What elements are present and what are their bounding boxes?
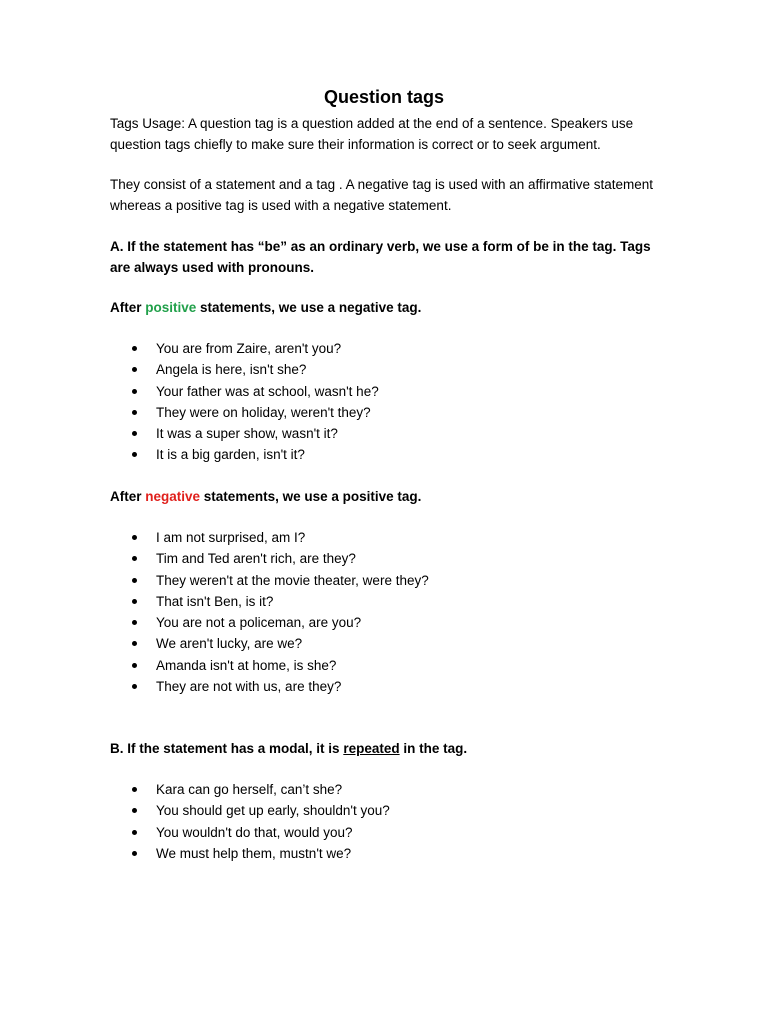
bullet-icon (132, 599, 137, 604)
list-item-text: That isn't Ben, is it? (156, 593, 274, 609)
list-item-text: Kara can go herself, can’t she? (156, 782, 343, 797)
list-item (110, 527, 429, 548)
list-item (110, 612, 429, 633)
bullet-icon (132, 620, 137, 625)
negative-examples-list (110, 527, 429, 697)
list-item-text: I am not surprised, am I? (156, 530, 306, 545)
modal-examples-list (110, 779, 390, 864)
positive-post: statements, we use a negative tag. (196, 300, 422, 315)
list-item (110, 779, 390, 800)
bullet-icon (132, 684, 137, 689)
list-item (110, 633, 429, 654)
section-a-heading: A. If the statement has “be” as an ordinary verb, we use a form of be in the tag. Tags are always used with pronouns. (110, 239, 651, 275)
negative-word: negative (145, 489, 201, 504)
list-item-text: Your father was at school, wasn't he? (156, 383, 379, 399)
list-item-text: Amanda isn't at home, is she? (156, 657, 337, 673)
list-item (110, 843, 390, 864)
negative-subheading (110, 486, 660, 507)
bullet-icon (132, 663, 137, 668)
bullet-icon (132, 556, 137, 561)
positive-pre: After (110, 300, 146, 315)
positive-subheading (110, 297, 660, 318)
list-item (110, 655, 429, 676)
list-item-text: It is a big garden, isn't it? (156, 447, 305, 463)
section-b-pre: B. If the statement has a modal, it is (110, 741, 344, 756)
list-item-text: Tim and Ted aren't rich, are they? (156, 551, 356, 567)
bullet-icon (132, 431, 137, 436)
section-b-post: in the tag. (399, 741, 468, 756)
bullet-icon (132, 410, 137, 415)
positive-word: positive (145, 300, 197, 315)
list-item (110, 591, 429, 612)
list-item (110, 800, 390, 821)
section-b-underlined: repeated (343, 741, 400, 756)
list-item-text: We aren't lucky, are we? (156, 636, 303, 652)
section-b-heading (110, 738, 660, 759)
list-item-text: Angela is here, isn't she? (156, 362, 307, 378)
page-title: Question tags (323, 87, 444, 107)
bullet-icon (132, 452, 137, 457)
bullet-icon (132, 535, 137, 540)
list-item (110, 338, 379, 359)
bullet-icon (132, 389, 137, 394)
list-item-text: It was a super show, wasn't it? (156, 426, 338, 442)
list-item-text: They are not with us, are they? (156, 679, 342, 695)
list-item (110, 359, 379, 380)
list-item-text: You are from Zaire, aren't you? (156, 341, 342, 356)
bullet-icon (132, 851, 137, 856)
list-item (110, 676, 429, 697)
negative-pre: After (110, 489, 146, 504)
negative-post: statements, we use a positive tag. (200, 489, 422, 504)
usage-paragraph: Tags Usage: A question tag is a question added at the end of a sentence. Speakers use question tags chiefly to make sure their information is correct or to seek argument. (110, 116, 634, 152)
positive-examples-list (110, 338, 379, 466)
bullet-icon (132, 346, 137, 351)
list-item-text: They weren't at the movie theater, were they? (156, 572, 429, 588)
bullet-icon (132, 830, 137, 835)
list-item-text: They were on holiday, weren't they? (156, 404, 371, 420)
bullet-icon (132, 787, 137, 792)
bullet-icon (132, 578, 137, 583)
list-item-text: You wouldn't do that, would you? (156, 824, 353, 840)
list-item (110, 444, 379, 465)
bullet-icon (132, 641, 137, 646)
list-item (110, 548, 429, 569)
bullet-icon (132, 808, 137, 813)
list-item-text: We must help them, mustn't we? (156, 845, 352, 861)
list-item (110, 423, 379, 444)
list-item (110, 381, 379, 402)
bullet-icon (132, 367, 137, 372)
list-item-text: You are not a policeman, are you? (156, 615, 362, 631)
consist-paragraph: They consist of a statement and a tag . A negative tag is used with an affirmative statement whereas a positive tag is used with a negative statement. (110, 177, 654, 213)
list-item (110, 570, 429, 591)
list-item (110, 402, 379, 423)
list-item-text: You should get up early, shouldn't you? (156, 803, 390, 819)
list-item (110, 822, 390, 843)
